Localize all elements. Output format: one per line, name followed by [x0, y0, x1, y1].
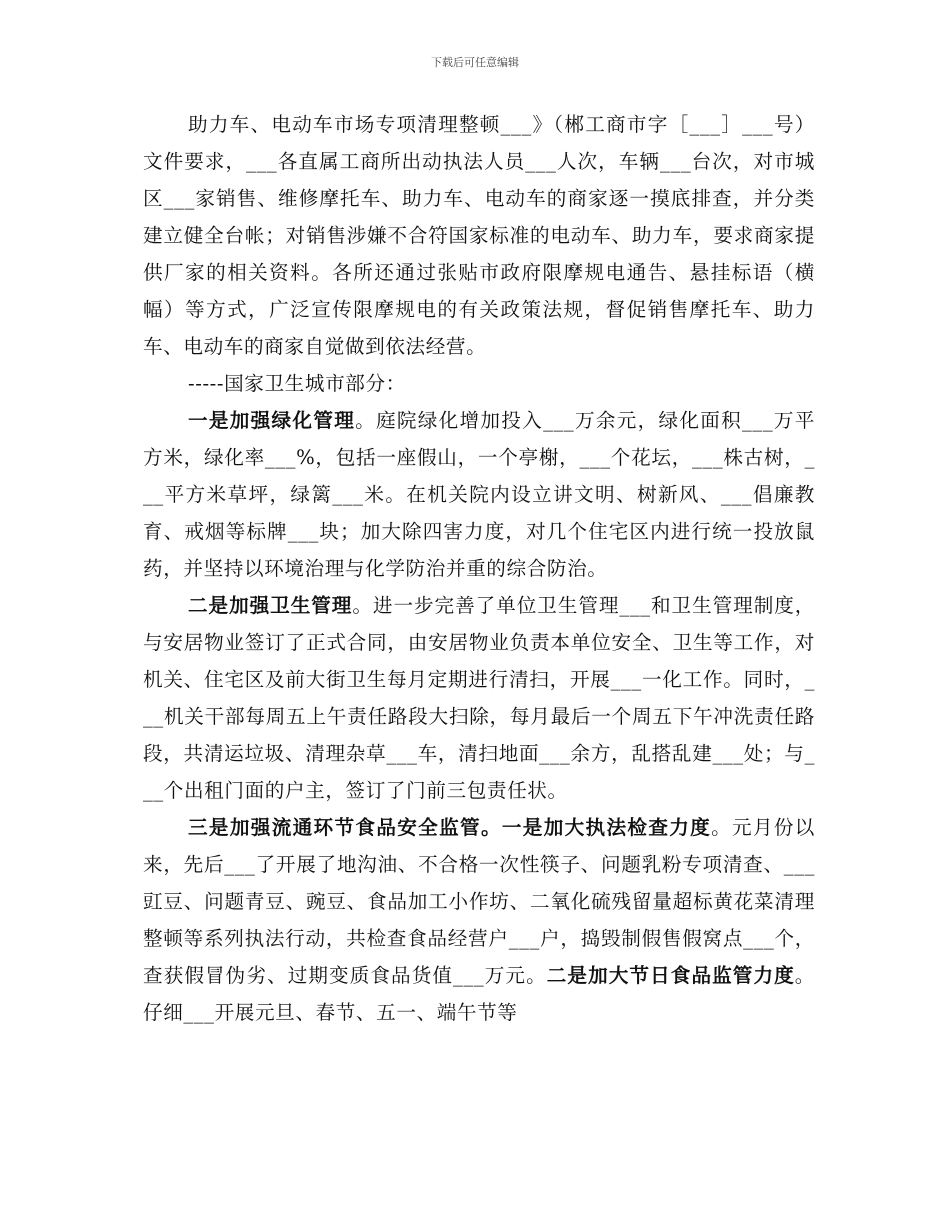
- paragraph-food-safety: [143, 809, 815, 1031]
- heading-food-safety: 三是加强流通环节食品安全监管: [188, 816, 481, 839]
- text-holiday-food: 。仔细___开展元旦、春节、五一、端午节等: [143, 964, 815, 1024]
- text-sanitation: 。进一步完善了单位卫生管理___和卫生管理制度，与安居物业签订了正式合同，由安居物业负责本单位安全、卫生等工作，对机关、住宅区及前大街卫生每月定期进行清扫，开展___一化工作。同时，___机关干部每周五上午责任路段大扫除，每月最后一个周五下午冲洗责任路段，共清运垃圾、清理杂草___车，清扫地面___余方，乱搭乱建___处；与___个出租门面的户主，签订了门前三包责任状。: [143, 594, 815, 802]
- subheading-holiday-food: 二是加大节日食品监管力度: [546, 964, 795, 987]
- heading-greening: 一是加强绿化管理: [188, 409, 356, 432]
- text-enforcement: 。元月份以来，先后___了开展了地沟油、不合格一次性筷子、问题乳粉专项清查、___豇豆、问题青豆、豌豆、食品加工小作坊、二氧化硫残留量超标黄花菜清理整顿等系列执法行动，共检查食品经营户___户，捣毁制假售假窝点___个，查获假冒伪劣、过期变质食品货值___万元。: [143, 816, 815, 987]
- text-greening: 。庭院绿化增加投入___万余元，绿化面积___万平方米，绿化率___%，包括一座假山，一个亭榭，___个花坛，___株古树，___平方米草坪，绿篱___米。在机关院内设立讲文明、树新风、___倡廉教育、戒烟等标牌___块；加大除四害力度，对几个住宅区内进行统一投放鼠药，并坚持以环境治理与化学防治并重的综合防治。: [143, 409, 815, 580]
- section-heading-hygiene-city: -----国家卫生城市部分：: [188, 372, 406, 395]
- paragraph-greening: [143, 402, 815, 587]
- paragraph-sanitation: [143, 587, 815, 809]
- page-header: 下载后可任意编辑: [431, 56, 519, 69]
- paragraph-1: 助力车、电动车市场专项清理整顿___》（郴工商市字［___］___号）文件要求，___各直属工商所出动执法人员___人次，车辆___台次，对市城区___家销售、维修摩托车、助力车、电动车的商家逐一摸底排查，并分类建立健全台帐；对销售涉嫌不合符国家标准的电动车、助力车，要求商家提供厂家的相关资料。各所还通过张贴市政府限摩规电通告、悬挂标语（横幅）等方式，广泛宣传限摩规电的有关政策法规，督促销售摩托车、助力车、电动车的商家自觉做到依法经营。: [143, 113, 815, 358]
- document-body: [143, 106, 815, 1031]
- subheading-enforcement: 。一是加大执法检查力度: [480, 816, 712, 839]
- heading-sanitation: 二是加强卫生管理: [188, 594, 353, 617]
